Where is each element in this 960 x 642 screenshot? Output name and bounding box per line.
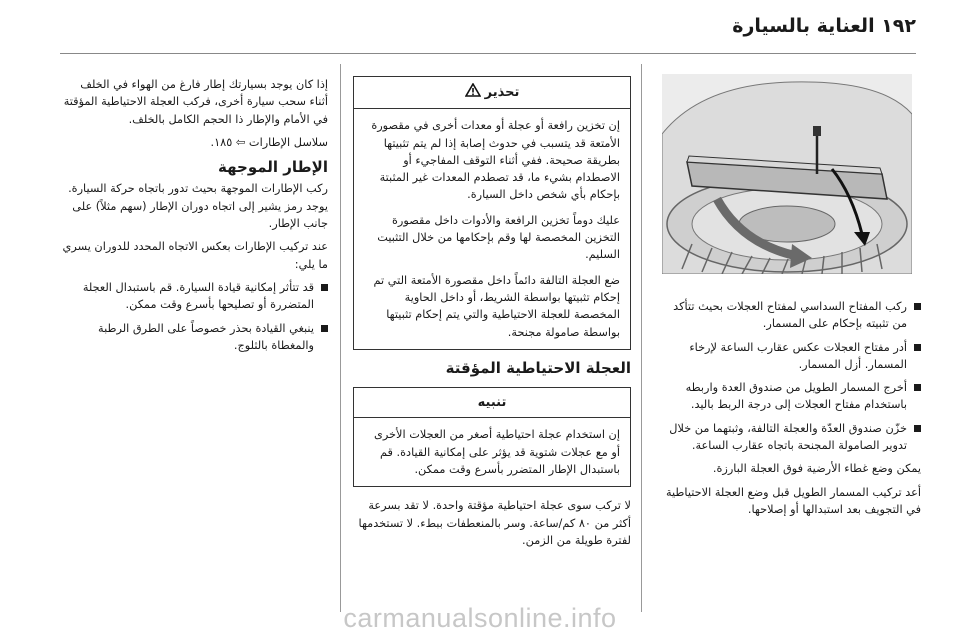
notice-body xyxy=(354,418,630,486)
reverse-mount-paragraph: عند تركيب الإطارات بعكس الاتجاه المحدد للدوران يسري ما يلي: xyxy=(62,240,328,271)
middle-column xyxy=(353,76,631,555)
warning-paragraph: عليك دوماً تخزين الرافعة والأدوات داخل مقصورة التخزين المخصصة لها وقم بإحكامها من خلال التثبيت السليم. xyxy=(377,213,620,262)
reverse-mount-bullet: قد تتأثر إمكانية قيادة السيارة. قم باستبدال العجلة المتضررة أو تصليحها بأسرع وقت ممكن. xyxy=(60,279,328,314)
temporary-spare-paragraph: لا تركب سوى عجلة احتياطية مؤقتة واحدة. لا تقد بسرعة أكثر من ٨٠ كم/ساعة. وسر بالمنعطفات ببطء. لا تستخدمها لفترة طويلة من الزمن. xyxy=(358,499,631,547)
column-divider-right xyxy=(641,64,642,612)
right-column xyxy=(655,298,921,524)
warning-header xyxy=(354,77,630,109)
instruction-bullet: ركب المفتاح السداسي لمفتاح العجلات بحيث تتأكد من تثبيته بإحكام على المسمار. xyxy=(655,298,921,333)
left-column xyxy=(60,76,328,360)
notice-title: تنبيه xyxy=(477,395,507,411)
warning-box xyxy=(353,76,631,350)
notice-header xyxy=(354,388,630,418)
column-divider-left xyxy=(340,64,341,612)
reinstall-bolt-note: أعد تركيب المسمار الطويل قبل وضع العجلة الاحتياطية في التجويف بعد استبدالها أو إصلاحها. xyxy=(665,485,921,516)
notice-box xyxy=(353,387,631,487)
directional-tires-paragraph: ركب الإطارات الموجهة بحيث تدور باتجاه حركة السيارة. يوجد رمز يشير إلى اتجاه دوران الإطار (سهم مثلاً) على جانب الإطار. xyxy=(68,182,328,231)
warning-paragraph: ضع العجلة التالفة دائماً داخل مقصورة الأمتعة التي تم إحكام تثبيتها بواسطة الشريط، أو داخل الحاوية المخصصة للعجلة الاحتياطية والتي يتم إحكام تثبيتها بواسطة صامولة مجنحة. xyxy=(373,273,620,339)
instruction-bullet: أخرج المسمار الطويل من صندوق العدة واربطه باستخدام مفتاح العجلات إلى درجة الربط باليد. xyxy=(655,379,921,414)
header-divider xyxy=(60,53,916,54)
tire-chains-reference-text: سلاسل الإطارات ⇦ ١٨٥. xyxy=(210,135,328,149)
flat-tire-towing-paragraph: إذا كان يوجد بسيارتك إطار فارغ من الهواء في الخلف أثناء سحب سيارة أخرى، فركب العجلة الاحتياطية المؤقتة في الأمام والإطار ذا الحجم الكامل بالخلف. xyxy=(63,78,328,126)
warning-paragraph: إن تخزين رافعة أو عجلة أو معدات أخرى في مقصورة الأمتعة قد يتسبب في حدوث إصابة إذا لم يتم تثبيتها بطريقة صحيحة. ففي أثناء التوقف المفاجيء أو الاصطدام بشيء ما، قد تصطدم المعدات غير المثبتة بإحكام بأي شخص داخل السيارة. xyxy=(371,119,620,202)
reverse-mount-bullet: ينبغي القيادة بحذر خصوصاً على الطرق الرطبة والمغطاة بالثلوج. xyxy=(60,320,328,355)
warning-title: تحذير xyxy=(484,85,520,100)
floor-cover-note: يمكن وضع غطاء الأرضية فوق العجلة البارزة. xyxy=(712,462,921,476)
instruction-bullet: خزّن صندوق العدّة والعجلة التالفة، وثبتهما من خلال تدوير الصامولة المجنحة باتجاه عقارب الساعة. xyxy=(655,420,921,455)
page-header xyxy=(0,0,960,58)
spare-wheel-illustration xyxy=(662,74,912,274)
directional-tires-heading: الإطار الموجهة xyxy=(218,158,328,177)
warning-triangle-icon xyxy=(465,83,481,102)
watermark: carmanualsonline.info xyxy=(343,603,617,633)
page-title: ١٩٢ العناية بالسيارة xyxy=(732,15,916,37)
warning-body xyxy=(354,109,630,349)
notice-paragraph: إن استخدام عجلة احتياطية أصغر من العجلات الأخرى أو مع عجلات شتوية قد يؤثر على إمكانية القيادة. قم باستبدال الإطار المتضرر بأسرع وقت ممكن. xyxy=(373,428,620,477)
spare-wheel-drawing xyxy=(662,74,912,274)
tire-chains-reference xyxy=(60,134,328,151)
section-heading: العجلة الاحتياطية المؤقتة xyxy=(445,358,631,377)
instruction-bullet: أدر مفتاح العجلات عكس عقارب الساعة لإرخاء المسمار. أزل المسمار. xyxy=(655,339,921,374)
